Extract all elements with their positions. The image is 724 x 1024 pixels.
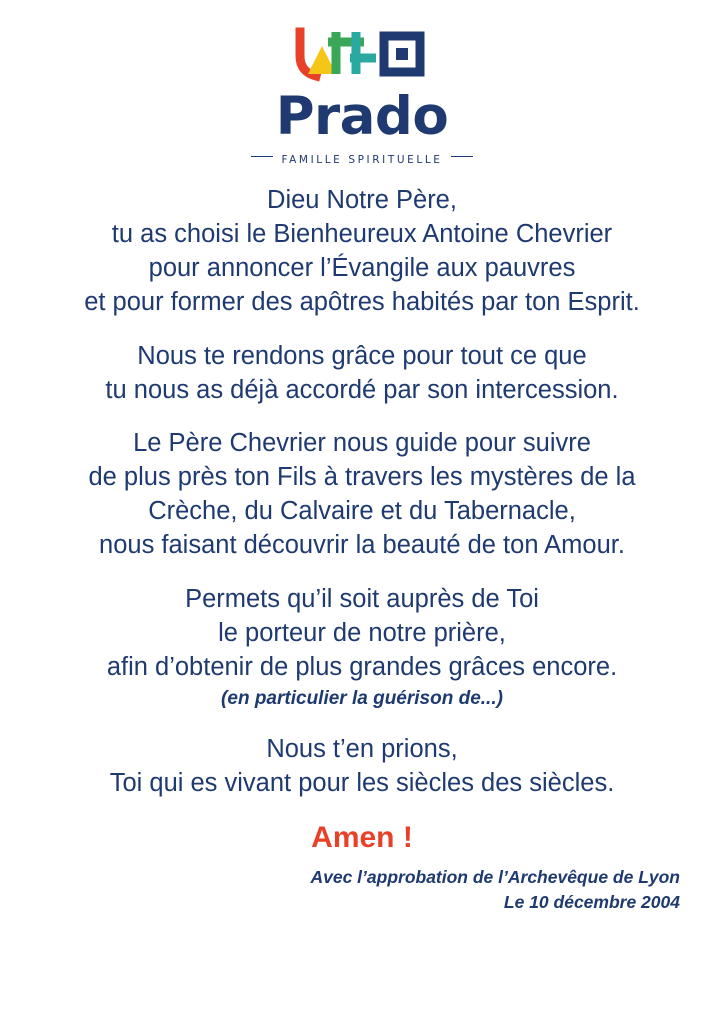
- prayer-stanza: [16, 427, 708, 563]
- prayer-line: Nous t’en prions,: [266, 735, 458, 764]
- prayer-line: et pour former des apôtres habités par ton Esprit.: [84, 287, 640, 316]
- prado-logo-mark: [292, 26, 432, 88]
- logo-tagline: FAMILLE SPIRITUELLE: [281, 154, 443, 166]
- approval-block: [16, 865, 708, 916]
- tagline-rule-right: [451, 156, 473, 157]
- prayer-line: Nous te rendons grâce pour tout ce que: [137, 341, 587, 370]
- amen-text: Amen !: [311, 821, 413, 855]
- logo-block: [0, 0, 724, 166]
- prayer-text: [0, 184, 724, 916]
- prayer-stanza: [16, 184, 708, 320]
- tagline-rule-left: [251, 156, 273, 157]
- prayer-stanza: [16, 733, 708, 801]
- logo-tagline-row: [251, 147, 472, 166]
- prayer-line: tu as choisi le Bienheureux Antoine Chevrier: [111, 219, 613, 248]
- prayer-line: Permets qu’il soit auprès de Toi: [185, 585, 539, 614]
- prayer-line: nous faisant découvrir la beauté de ton Amour.: [99, 531, 625, 560]
- approval-line-1: Avec l’approbation de l’Archevêque de Lyon: [310, 867, 680, 888]
- prayer-line: de plus près ton Fils à travers les mystères de la: [88, 463, 636, 492]
- prayer-line: le porteur de notre prière,: [218, 618, 506, 647]
- prayer-line: afin d’obtenir de plus grandes grâces encore.: [106, 652, 618, 681]
- prayer-stanza: [16, 583, 708, 713]
- prayer-line: Crèche, du Calvaire et du Tabernacle,: [148, 497, 576, 526]
- prayer-line: tu nous as déjà accordé par son intercession.: [105, 375, 619, 404]
- prayer-line: pour annoncer l’Évangile aux pauvres: [148, 253, 576, 282]
- prayer-line-note: (en particulier la guérison de...): [221, 687, 503, 709]
- prayer-line: Le Père Chevrier nous guide pour suivre: [133, 429, 591, 458]
- approval-line-2: Le 10 décembre 2004: [503, 892, 680, 913]
- prayer-line: Dieu Notre Père,: [267, 186, 457, 214]
- prayer-stanza: [16, 340, 708, 408]
- logo-wordmark: Prado: [275, 86, 449, 147]
- prayer-line: Toi qui es vivant pour les siècles des siècles.: [109, 769, 615, 798]
